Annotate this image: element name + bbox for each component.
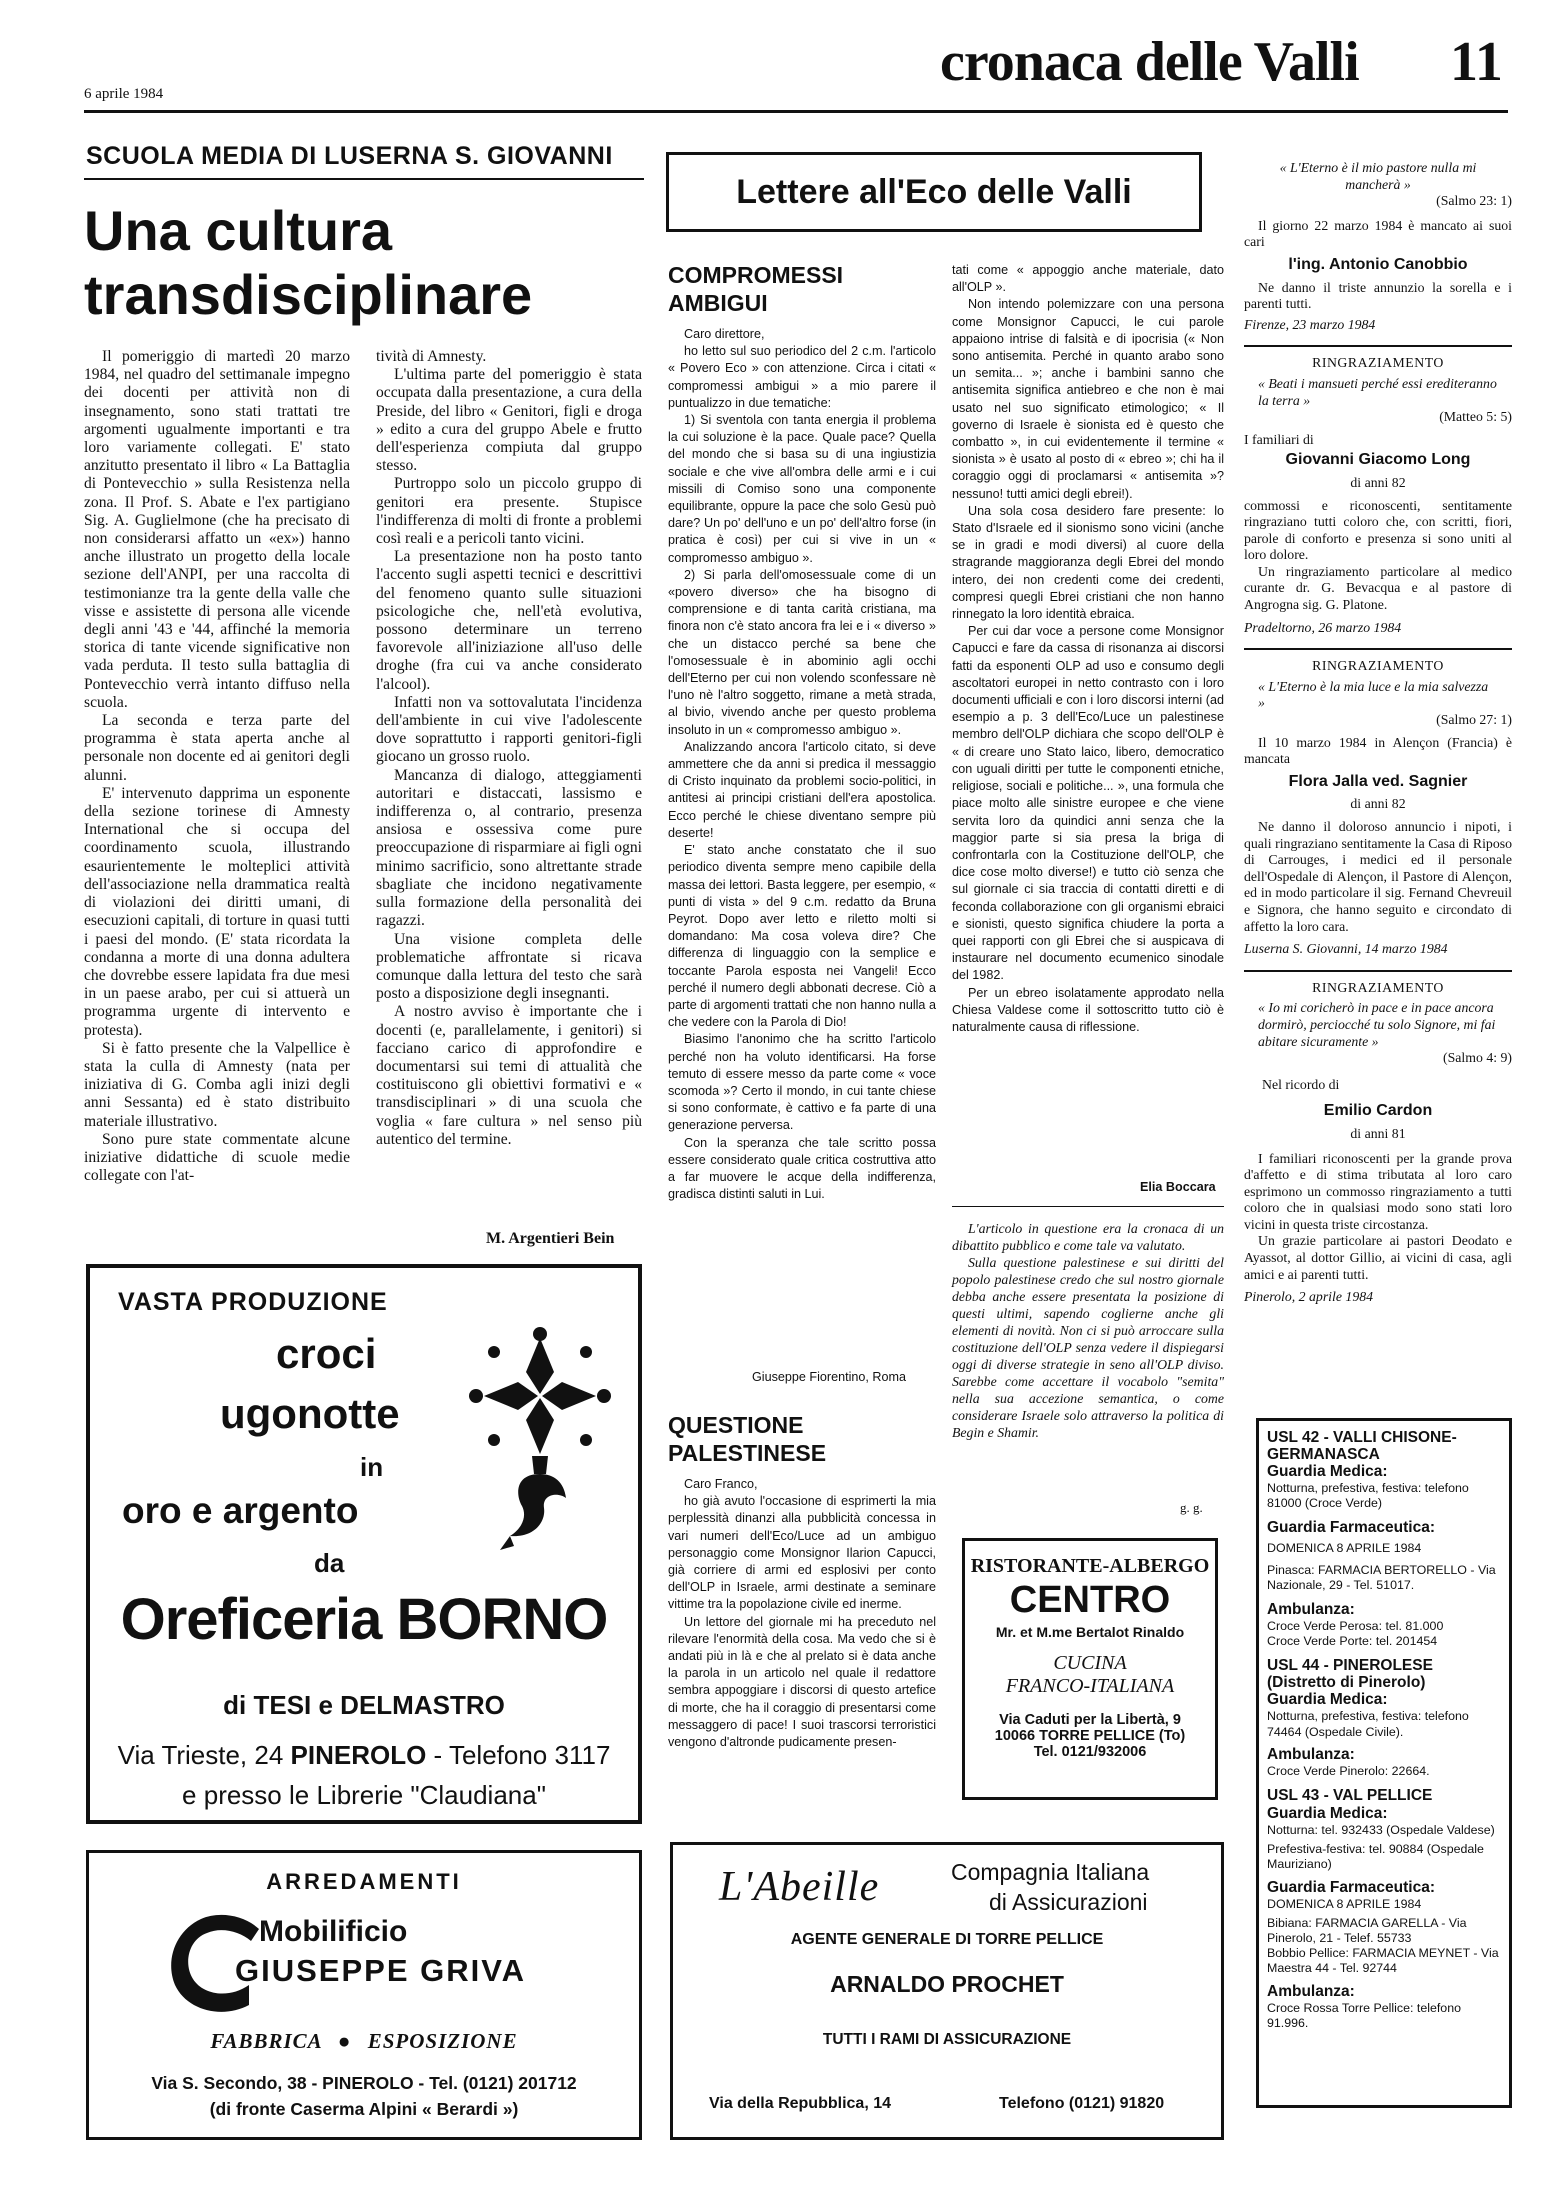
paragraph: L'ultima parte del pomeriggio è stata occupata dalla presentazione, a cura della Preside, del libro « Genitori, figli e droga » edito a cura del gruppo Abele e frutto dell'esperienza compiuta dal gruppo stesso. (376, 366, 642, 475)
letter2-column-1 (668, 1476, 936, 1751)
usl-line: USL 43 - VAL PELLICE (1267, 1787, 1433, 1805)
ad-abeille-line: TUTTI I RAMI DI ASSICURAZIONE (822, 2031, 1072, 2048)
ad-borno-line: oro e argento (122, 1490, 359, 1531)
paragraph: 2) Si parla dell'omosessuale come di un «povero diverso» che ha bisogno di comprensione e di tanta carità cristiana, ma finora non c'è stato ancora fra lei e i « diverso » che un distacco perché sa bene che l'omosessuale è in abominio agli occhi dell'Eterno per cui non volendo sconfessare nè l'uno nè l'altro soggetto, rimane a metà strada, al bivio, vivendo anche per questo problema insoluto in un « compromesso ambiguo ». (668, 567, 936, 737)
usl-line: Guardia Medica: (1267, 1691, 1388, 1709)
paragraph: Caro direttore, (684, 327, 765, 341)
ad-centro-name: CENTRO (1009, 1579, 1171, 1621)
paragraph: ho già avuto l'occasione di esprimerti la mia perplessità dinanzi alla pubblicità concessa in vari numeri dell'Eco/Luce ad un ambiguo personaggio come Monsignor Ilarion Capucci, già corriere di armi ed esplosivi per conto dell'OLP in Israele, armi destinate a seminare vittime tra la popolazione civile ed inerme. (668, 1494, 936, 1612)
paragraph: A nostro avviso è importante che i docenti (e, parallelamente, i genitori) si facciano carico di approfondire e documentarsi sui temi di attualità che costituiscono gli obiettivi formativi e « transdisciplinari » di una scuola che voglia « fare cultura » nel senso più autentico del termine. (376, 1003, 642, 1148)
notice4-name: Emilio Cardon (1323, 1102, 1433, 1120)
paragraph: Mancanza di dialogo, atteggiamenti autoritari e distaccati, lassismo e indifferenza o, al contrario, presenza ansiosa e ossessiva come pure preoccupazione di risparmiare ai figli ogni minimo sacrificio, sono altrettante strade sbagliate che incidono negativamente sulla formazione della personalità dei ragazzi. (376, 766, 642, 930)
ad-centro-line: CUCINA (1053, 1652, 1127, 1674)
ad-abeille-line: ARNALDO PROCHET (830, 1971, 1064, 1997)
ad-borno-street: Via Trieste, 24 (117, 1740, 291, 1770)
article-headline-2: transdisciplinare (84, 263, 533, 326)
usl-line: Bibiana: FARMACIA GARELLA - Via Pinerolo, 21 - Telef. 55733 (1267, 1915, 1467, 1946)
notice3-place: Luserna S. Giovanni, 14 marzo 1984 (1244, 941, 1448, 957)
paragraph: Un lettore del giornale mi ha preceduto nel rilevare l'enormità della cosa. Ma vedo che si è andati più in là e che al prelato si è data anche la parola in un articolo nel quale il redattore sembra appoggiare i discorsi di questo artefice di morte, che ha il coraggio di presentarsi come messaggero di pace! I suoi trascorsi terroristici vengono d'altronde pudicamente presen- (668, 1614, 936, 1750)
letters-banner (666, 152, 1202, 232)
ad-borno-line: croci (276, 1330, 377, 1377)
ad-griva-tagline (89, 2029, 639, 2054)
notice2-intro: I familiari di (1244, 431, 1314, 447)
notice3-age: di anni 82 (1350, 796, 1406, 812)
notice1-place: Firenze, 23 marzo 1984 (1244, 316, 1376, 332)
masthead: cronaca delle Valli (940, 31, 1359, 93)
notice1-name: l'ing. Antonio Canobbio (1288, 255, 1468, 273)
paragraph: L'articolo in questione era la cronaca di un dibattito pubblico e come tale va valutato. (952, 1221, 1224, 1253)
paragraph: Sono pure state commentate alcune iniziative didattiche di scuole medie collegate con l'at- (84, 1130, 350, 1185)
paragraph: Il pomeriggio di martedì 20 marzo 1984, nel quadro del settimanale impegno dei docenti per attività non di insegnamento, sono stati trattati tre argomenti ugualmente importanti e tra loro variamente collegati. E' stato anzitutto presentato il libro « La Battaglia di Pontevecchio » sulla Resistenza nella zona. Il Prof. S. Abate e l'ex partigiano Sig. A. Guglielmone (che ha precisato di non considerarsi affatto un «ex») hanno anche illustrato un progetto della locale sezione dell'ANPI, per una raccolta di testimonianze tra la gente della valle che visse e assistette di persona alle vicende degli anni '43 e '44, affinché la memoria storica di tante vicende significative non vada perduta. Il testo sulla battaglia di Pontevecchio verrà intanto diffuso nella scuola. (84, 348, 350, 711)
letter-column-2 (952, 262, 1224, 1036)
paragraph: Biasimo l'anonimo che ha scritto l'articolo perché non ha voluto identificarsi. Ha forse temuto di essere messo da parte come « voce scomoda »? Certo il mondo, in cui tante chiese si sono conformate, è cattivo e fa parte di una generazione perversa. (668, 1032, 936, 1133)
notice4-quote: « Io mi coricherò in pace e in pace ancora dormirò, perciocché tu solo Signore, mi fai abitare sicuramente » (1258, 1000, 1496, 1049)
ad-abeille (670, 1842, 1224, 2140)
huguenot-cross-icon (454, 1324, 626, 1564)
usl-line: Pinasca: FARMACIA BERTORELLO - Via Nazionale, 29 - Tel. 51017. (1267, 1562, 1496, 1592)
letter1-column-1 (668, 326, 936, 1203)
letters-banner-title: Lettere all'Eco delle Valli (736, 173, 1132, 211)
notice3-quote: « L'Eterno è la mia luce e la mia salvezza » (1258, 678, 1489, 711)
ad-centro-line: Tel. 0121/932006 (1033, 1744, 1147, 1760)
article-headline-1: Una cultura (84, 199, 393, 262)
ad-borno-line: VASTA PRODUZIONE (118, 1288, 388, 1316)
ad-griva-factory: FABBRICA (210, 2029, 322, 2053)
ad-griva-line: Via S. Secondo, 38 - PINEROLO - Tel. (0121) 201712 (151, 2073, 577, 2093)
usl-line: DOMENICA 8 APRILE 1984 (1267, 1541, 1422, 1556)
ad-griva-line: GIUSEPPE GRIVA (235, 1953, 526, 1988)
ad-borno-address (90, 1740, 638, 1771)
notice4-intro: Nel ricordo di (1262, 1076, 1340, 1092)
paragraph: La presentazione non ha posto tanto l'accento sugli aspetti tecnici e descrittivi del fenomeno quanto sulle situazioni psicologiche che, nell'età evolutiva, possono determinare un terreno favorevole all'iniziazione all'uso delle droghe (fra cui va anche considerato l'alcool). (376, 548, 642, 693)
paragraph: Analizzando ancora l'articolo citato, si deve ammettere che da anni si predica il messaggio di Cristo inquinato da problemi socio-politici, in antitesi ai principi cristiani dell'era apostolica. Ecco perché le chiese diventano sempre più deserte! (668, 739, 936, 840)
notice4-body: I familiari riconoscenti per la grande prova d'affetto e di stima tributata al loro caro esprimono un commosso ringraziamento a tutti coloro che in qualsiasi modo sono stati loro vicini in questa triste circostanza. (1244, 1150, 1512, 1232)
editor-signature: g. g. (1180, 1500, 1203, 1515)
notice2-age: di anni 82 (1350, 474, 1406, 490)
ad-centro-line: 10066 TORRE PELLICE (To) (994, 1728, 1186, 1744)
paragraph: Sulla questione palestinese e sui diritti del popolo palestinese credo che sul nostro giornale debba anche essere presentata la posizione di questi ultimi, sapendo coglierne anche gli elementi di novità. Non ci si può arroccare sulla costituzione dell'OLP senza vedere il dispiegarsi oggi di diverse strategie in seno all'OLP diviso. Sarebbe come accettare il vocabolo "semita" nella sua accezione semantica, o come considerare Israele solo attraverso la politica di Begin e Shamir. (952, 1255, 1224, 1440)
notices-column (1244, 160, 1512, 1306)
notice2-body2: Un ringraziamento particolare al medico curante dr. G. Bevacqua e al pastore di Angrogna sig. G. Platone. (1244, 563, 1512, 613)
ad-centro-line: Via Caduti per la Libertà, 9 (999, 1712, 1181, 1728)
notice4-place: Pinerolo, 2 aprile 1984 (1244, 1289, 1374, 1305)
usl-line: Prefestiva-festiva: tel. 90884 (Ospedale Mauriziano) (1267, 1842, 1484, 1872)
paragraph: E' intervenuto dapprima un esponente della sezione torinese di Amnesty International che si occupa del coordinamento scuola, illustrando esaurientemente le molteplici attività dell'associazione nella drammatica realtà di violazioni dei diritti umani, di esecuzioni capitali, di torture in quasi tutti i paesi del mondo. (E' stata ricordata la condanna a morte di una donna adultera che dovrebbe essere lapidata fra due mesi in un paese arabo, per cui si attuerà un programma urgente di intervento e protesta). (84, 784, 350, 1039)
letter1-title-1: COMPROMESSI (668, 262, 844, 288)
note-rule (952, 1206, 1224, 1207)
notice1-ref: (Salmo 23: 1) (1436, 193, 1512, 209)
paragraph: E' stato anche constatato che il suo periodico diventa sempre meno capibile della massa dei lettori. Basta leggere, per esempio, « punti di vista » del 9 c.m. redatto da Bruna Peyrot. Dopo aver letto e riletto molti si domandano: Ma cosa voleva dire? Che differenza di linguaggio con la semplice e toccante Parola esposta nei Vangeli! Ecco perché il numero degli abbonati decrese. Ciò a parte di argomenti trattati che non hanno nulla a che vedere con la Parola di Dio! (668, 843, 936, 1030)
letter1-title-2: AMBIGUI (668, 290, 768, 316)
letter2-title-1: QUESTIONE (668, 1412, 804, 1438)
paragraph: ho letto sul suo periodico del 2 c.m. l'articolo « Povero Eco » con attenzione. Circa i citati « compromessi ambigui » a mio parere il puntualizzo in due tematiche: (668, 344, 936, 410)
ad-borno-line: in (360, 1452, 384, 1482)
kicker-rule (84, 178, 644, 180)
editor-note (952, 1220, 1224, 1441)
page-date: 6 aprile 1984 (84, 86, 164, 102)
notice4-ref: (Salmo 4: 9) (1443, 1050, 1512, 1066)
ad-centro-line: RISTORANTE-ALBERGO (970, 1555, 1210, 1577)
page-number: 11 (1450, 31, 1503, 93)
ad-centro (962, 1538, 1218, 1800)
usl-line: Croce Verde Porte: tel. 201454 (1267, 1634, 1438, 1649)
ad-abeille-line: di Assicurazioni (989, 1889, 1148, 1915)
ad-borno-line: da (314, 1548, 345, 1578)
notice1-text: Il giorno 22 marzo 1984 è mancato ai suoi cari (1244, 217, 1512, 250)
ad-borno-line: di TESI e DELMASTRO (223, 1690, 505, 1720)
ad-griva-line: (di fronte Caserma Alpini « Berardi ») (209, 2099, 519, 2119)
paragraph: Con la speranza che tale scritto possa essere considerato quale critica costruttiva atto a far muovere le acque della indifferenza, gradisca distinti saluti in Lui. (668, 1135, 936, 1202)
article-column-2 (376, 348, 642, 1149)
usl-line: DOMENICA 8 APRILE 1984 (1267, 1896, 1422, 1911)
notice4-title: RINGRAZIAMENTO (1312, 979, 1444, 995)
notice2-quote: « Beati i mansueti perché essi erediteranno la terra » (1258, 375, 1497, 408)
ad-borno-line: Oreficeria BORNO (120, 1587, 608, 1652)
paragraph: Purtroppo solo un piccolo gruppo di genitori era presente. Stupisce l'indifferenza di molti di fronte a problemi così reali e a pericoli tanto vicini. (376, 475, 642, 548)
notice3-title: RINGRAZIAMENTO (1312, 658, 1444, 674)
article-kicker: SCUOLA MEDIA DI LUSERNA S. GIOVANNI (86, 142, 613, 170)
ad-centro-line: Mr. et M.me Bertalot Rinaldo (995, 1624, 1185, 1640)
ad-griva-showroom: ESPOSIZIONE (367, 2029, 518, 2053)
notice2-title: RINGRAZIAMENTO (1312, 355, 1444, 371)
paragraph: Non intendo polemizzare con una persona come Monsignor Capucci, le cui parole appaiono intrise di falsità e di ipocrisia (« Non sono antisemita. Perché in quanto arabo sono un semita... »; anche i bambini sanno che antisemita significa antiebreo e che non è mai usato nel suo significato etimologico; « Il governo di Israele è sionista ed è questo che combatto », in cui evidentemente il termine « sionista » è usato al posto di « ebreo »; chi ha il coraggio oggi di proclamarsi « antisemita »? nessuno! tutti amici degli ebrei!). (952, 297, 1224, 501)
notice4-body2: Un grazie particolare ai pastori Deodato e Ayassot, al dottor Gillio, ai vicini di casa, agli amici e ai parenti tutti. (1244, 1233, 1512, 1282)
notice2-name: Giovanni Giacomo Long (1285, 451, 1471, 469)
ad-borno-city: PINEROLO (290, 1740, 427, 1770)
letter1-signature: Giuseppe Fiorentino, Roma (752, 1370, 907, 1384)
usl-line: Notturna: tel. 932433 (Ospedale Valdese) (1267, 1823, 1495, 1838)
ad-borno-line: ugonotte (220, 1390, 400, 1437)
ad-abeille-line: AGENTE GENERALE DI TORRE PELLICE (790, 1931, 1104, 1948)
usl-line: Croce Rossa Torre Pellice: telefono 91.996. (1267, 2000, 1461, 2030)
paragraph: tati come « appoggio anche materiale, dato all'OLP ». (952, 263, 1224, 295)
usl-line: USL 42 - VALLI CHISONE-GERMANASCA (1267, 1429, 1457, 1463)
ad-griva-line: ARREDAMENTI (266, 1869, 462, 1894)
article-column-1 (84, 348, 350, 1185)
ad-borno-line: e presso le Librerie "Claudiana" (182, 1780, 546, 1810)
usl-line: Guardia Medica: (1267, 1463, 1388, 1480)
usl-line: Ambulanza: (1267, 1601, 1355, 1619)
usl-line: Bobbio Pellice: FARMACIA MEYNET - Via Maestra 44 - Tel. 92744 (1267, 1946, 1499, 1976)
usl-line: Notturna, prefestiva, festiva: telefono 74464 (Ospedale Civile). (1267, 1709, 1469, 1739)
ad-abeille-line: Via della Repubblica, 14 (709, 2095, 891, 2112)
usl-line: Guardia Farmaceutica: (1267, 1519, 1435, 1537)
paragraph: Per cui dar voce a persone come Monsignor Capucci e fare da cassa di risonanza ai discorsi fatti da esponenti OLP ad uso e consumo degli ascoltatori europei in netto contrasto con i loro documenti ufficiali e con i loro discorsi interni (ad esempio a p. 3 dell'Eco/Luce un palestinese membro dell'OLP dichiara che scopo dell'OLP è « di creare uno Stato laico, libero, democratico con uguali diritti per tutte le componenti etniche, religiose, sociali e politiche... », una formula che piace molto alle sinistre europee e che viene servita loro da quindici anni senza che la maggior parte si sia presa la briga di confrontarla con la Costituzione dell'OLP, che dice cose molto diverse!) e tutto ciò senza che sul giornale ci sia traccia di contatti diretti e di feconda collaborazione con gli organismi ebraici e sionisti, questo significa chiudere la porta a quei rapporti con gli Ebrei che si auspicava di instaurare nel documento ecumenico sinodale del 1982. (952, 624, 1224, 983)
bullet-icon: ● (337, 2029, 352, 2053)
paragraph: Per un ebreo isolatamente approdato nella Chiesa Valdese come il sottoscritto tutto ciò è naturalmente causa di riflessione. (952, 985, 1224, 1034)
usl-line: Notturna, prefestiva, festiva: telefono 81000 (Croce Verde) (1267, 1481, 1469, 1511)
paragraph: Caro Franco, (684, 1477, 758, 1491)
usl-box (1256, 1418, 1512, 2108)
letter2-signature: Elia Boccara (1140, 1180, 1216, 1194)
notice3-ref: (Salmo 27: 1) (1436, 712, 1512, 728)
usl-line: USL 44 - PINEROLESE (Distretto di Pinerolo) (1267, 1657, 1433, 1692)
notice3-text: Il 10 marzo 1984 in Alençon (Francia) è mancata (1244, 734, 1512, 767)
notice1-quote: « L'Eterno è il mio pastore nulla mi mancherà » (1279, 160, 1477, 192)
paragraph: 1) Si sventola con tanta energia il problema la cui soluzione è la pace. Quale pace? Quella del mondo che si basa su di una ingiustizia sociale e che vive all'ombra delle armi e i cui missili di Comiso sono una componente equilibrante, oppure la pace che solo Gesù può dare? Un po' dell'uno e un po' dell'altro forse (in pratica è così) per cui si vive in un « compromesso ambiguo ». (668, 413, 936, 565)
notice1-body: Ne danno il triste annunzio la sorella e i parenti tutti. (1244, 279, 1512, 312)
usl-line: Croce Verde Perosa: tel. 81.000 (1267, 1619, 1444, 1634)
notice2-place: Pradeltorno, 26 marzo 1984 (1244, 619, 1402, 635)
paragraph: Si è fatto presente che la Valpellice è stata la culla di Amnesty (nata per iniziativa di G. Comba agli inizi degli anni Sessanta) ed è stato distribuito materiale illustrativo. (84, 1039, 350, 1130)
ad-borno (86, 1264, 642, 1824)
abeille-logo: L'Abeille (719, 1864, 880, 1910)
notice2-ref: (Matteo 5: 5) (1439, 409, 1512, 425)
ad-griva (86, 1850, 642, 2140)
ad-griva-line: Mobilificio (259, 1915, 408, 1948)
usl-line: Ambulanza: (1267, 1745, 1355, 1763)
paragraph: Infatti non va sottovalutata l'incidenza dell'ambiente in cui vive l'adolescente dove soprattutto i rapporti genitori-figli giocano un grosso ruolo. (376, 693, 642, 766)
usl-line: Guardia Farmaceutica: (1267, 1878, 1435, 1896)
ad-abeille-line: Compagnia Italiana (951, 1859, 1150, 1885)
usl-line: Guardia Medica: (1267, 1805, 1388, 1823)
paragraph: Una sola cosa desidero fare presente: lo Stato d'Israele ed il sionismo sono vicini (anche se in gradi e modi diversi) al cuore della stragrande maggioranza degli Ebrei del mondo intero, dei non credenti come dei credenti, compresi quegli Ebrei cristiani che non hanno rinnegato la loro identità ebraica. (952, 503, 1224, 622)
ad-borno-phone: - Telefono 3117 (426, 1740, 611, 1770)
ad-centro-line: FRANCO-ITALIANA (1005, 1675, 1175, 1697)
paragraph: La seconda e terza parte del programma è stata aperta anche al personale non docente ed ai genitori degli alunni. (84, 712, 350, 784)
usl-line: Croce Verde Pinerolo: 22664. (1267, 1763, 1430, 1778)
header-rule (84, 110, 1508, 113)
article-signature: M. Argentieri Bein (486, 1230, 615, 1247)
paragraph: Una visione completa delle problematiche affrontate si ricava comunque dalla lettura del testo che sarà posto a disposizione degli insegnanti. (376, 930, 642, 1003)
paragraph: tività di Amnesty. (376, 348, 487, 365)
notice3-name: Flora Jalla ved. Sagnier (1288, 772, 1468, 790)
letter2-title-2: PALESTINESE (668, 1440, 827, 1466)
usl-line: Ambulanza: (1267, 1982, 1355, 2000)
ad-abeille-line: Telefono (0121) 91820 (999, 2095, 1165, 2112)
notice3-body: Ne danno il doloroso annuncio i nipoti, i quali ringraziano sentitamente la Casa di Riposo di Carrouges, i medici ed il personale dell'Ospedale di Alençon, il Pastore di Alençon, ed in modo particolare il sig. Fernand Chevreuil e Signora, che hanno seguito e circondato di affetto la loro cara. (1244, 819, 1512, 934)
notice4-age: di anni 81 (1350, 1125, 1406, 1141)
notice2-body: commossi e riconoscenti, sentitamente ringraziano tutti coloro che, con scritti, fiori, parole di conforto e presenza si sono uniti al loro dolore. (1244, 497, 1512, 563)
